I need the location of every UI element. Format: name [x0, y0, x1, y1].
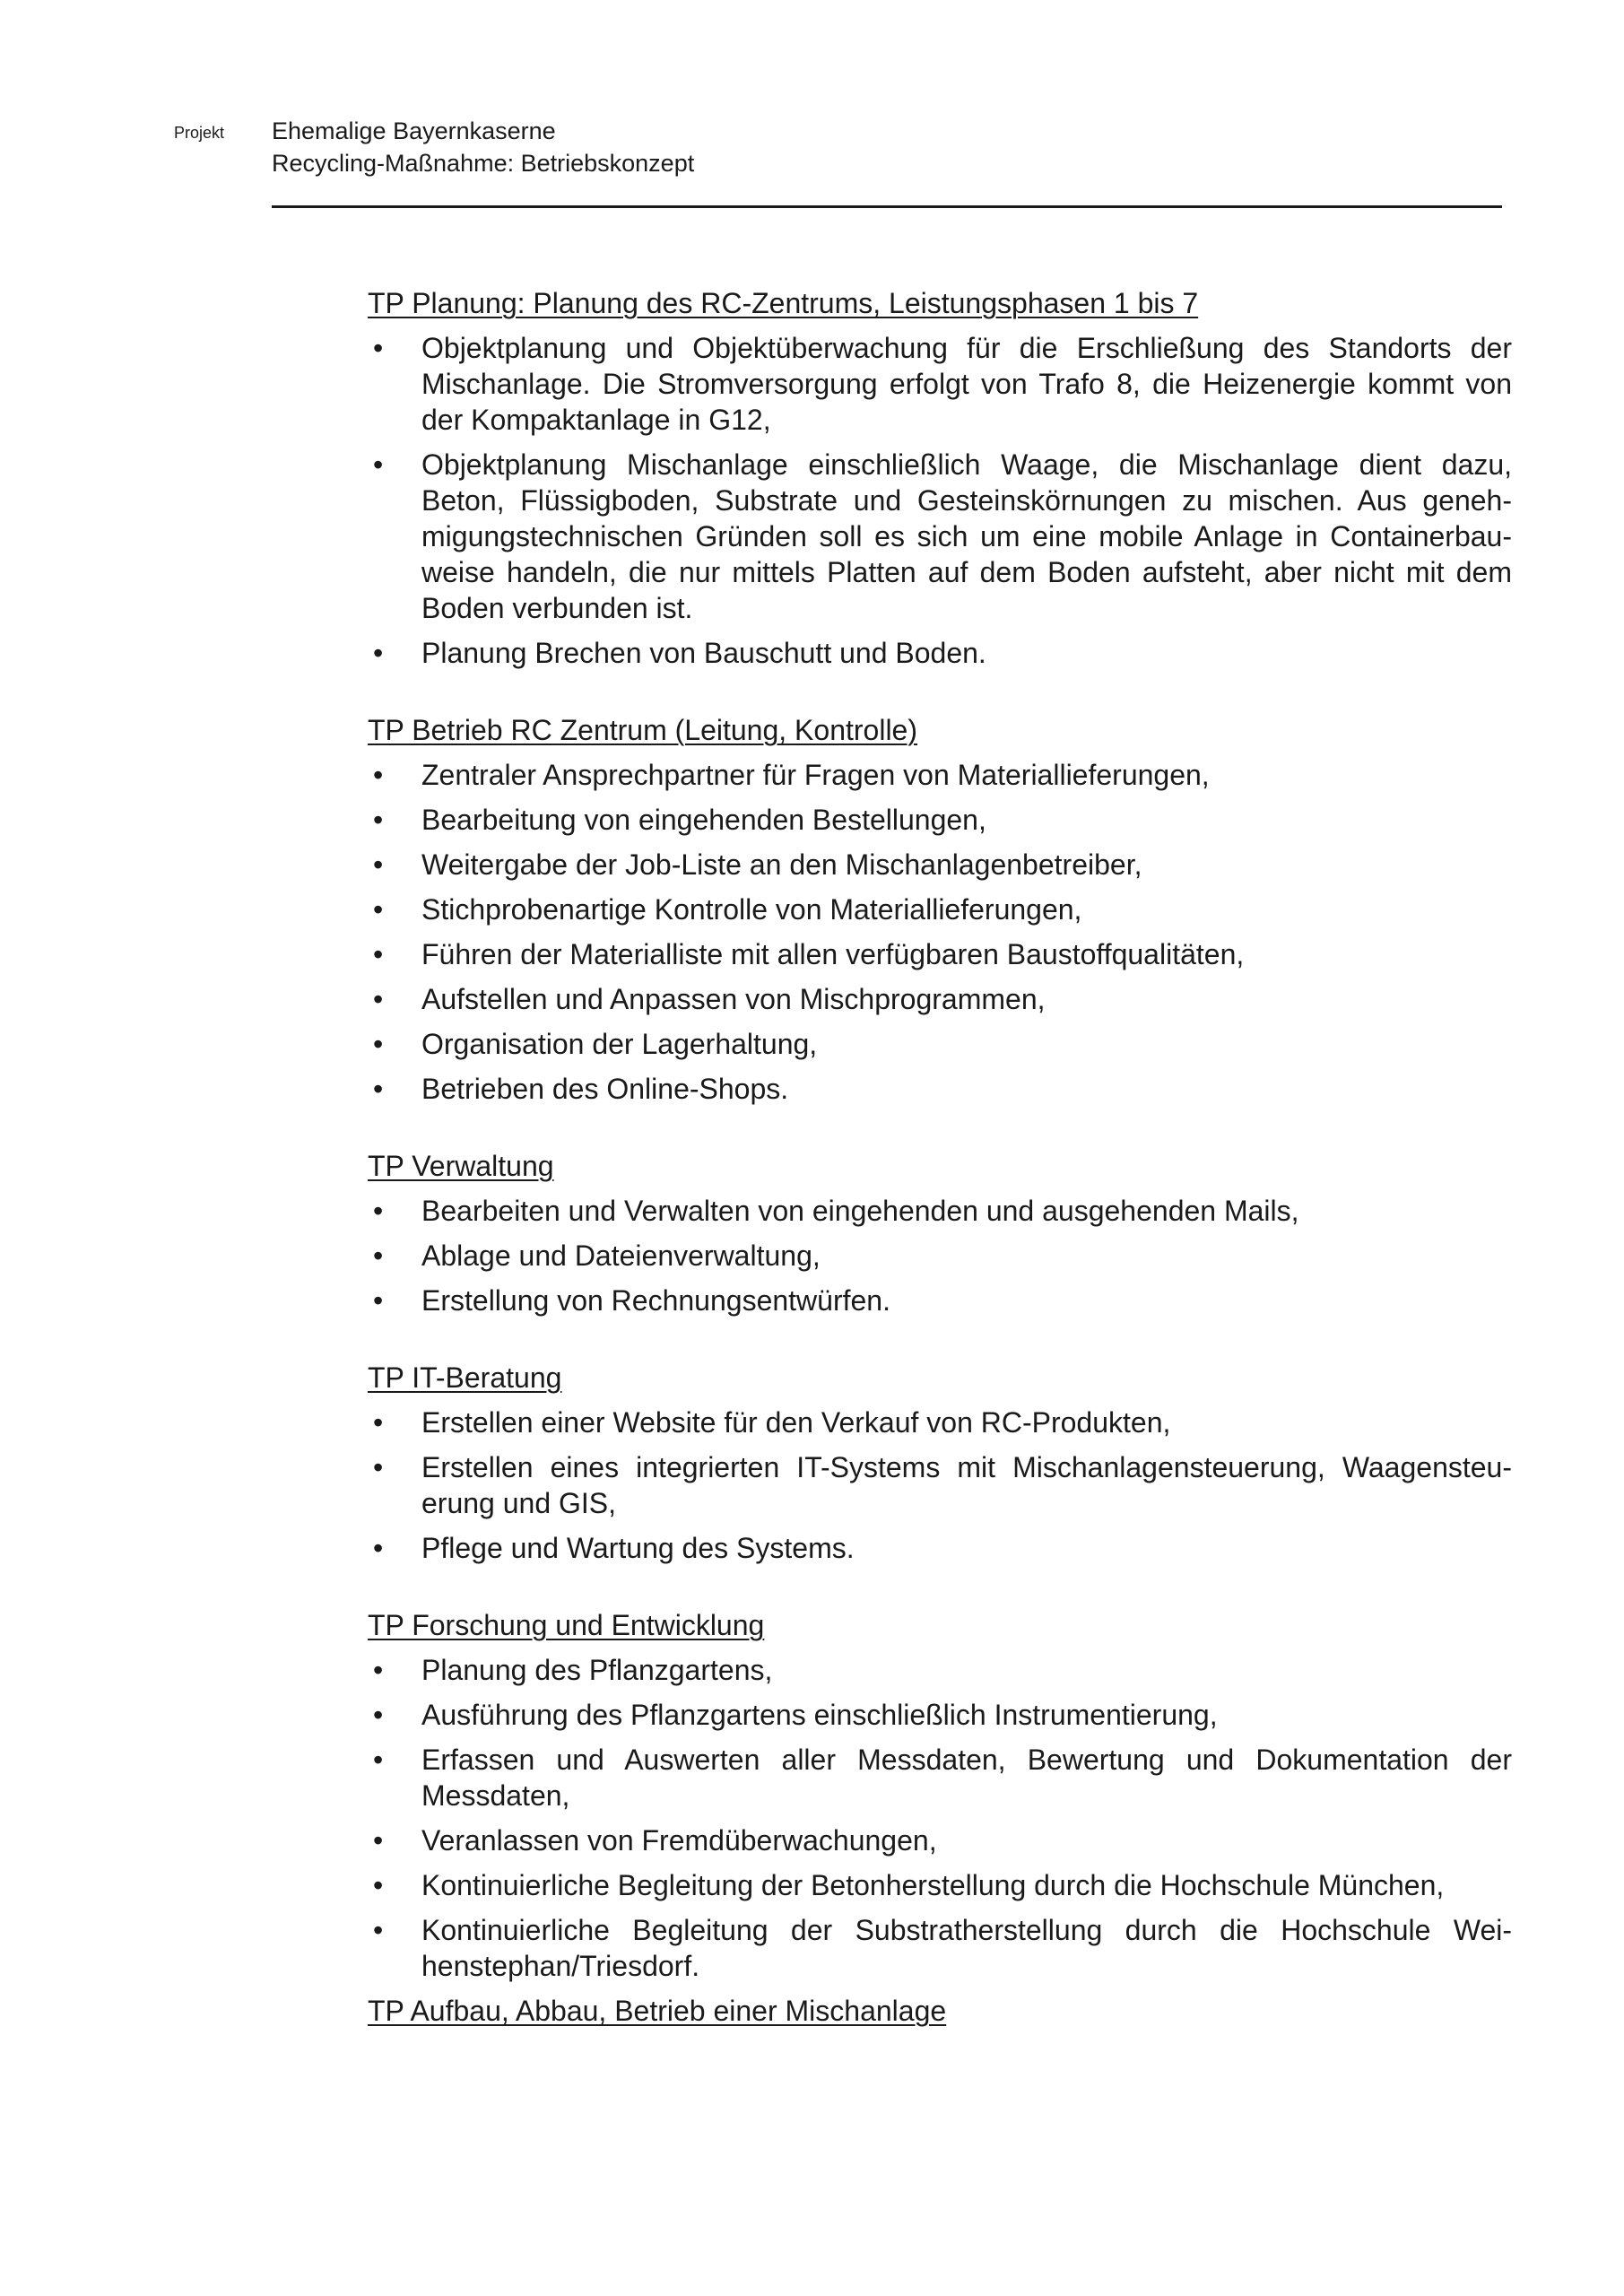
section-title: TP Forschung und Entwicklung [368, 1609, 765, 1641]
list-item [368, 757, 1512, 793]
list-item-text: Zentraler Ansprechpartner für Fragen von Materiallieferungen, [421, 759, 1210, 791]
list-item [368, 1193, 1512, 1229]
list-item [368, 1867, 1512, 1903]
list-item [368, 330, 1512, 438]
list-item-text: Erstellen einer Website für den Verkauf von RC-Produkten, [421, 1406, 1171, 1439]
list-item [368, 1742, 1512, 1813]
header-project-name: Ehemalige Bayernkaserne [272, 117, 556, 144]
bullet-icon: • [373, 1869, 384, 1901]
bullet-icon: • [373, 1744, 384, 1776]
bullet-icon: • [373, 1284, 384, 1317]
list-item-text: Planung Brechen von Bauschutt und Boden. [421, 637, 986, 669]
bullet-list [368, 330, 1512, 671]
bullet-icon: • [373, 893, 384, 926]
list-item-text: Objektplanung Mischanlage einschließlich Waage, die Mischanlage dient dazu, Beton, Flüssigboden, Substrate und Gesteinskörnungen zu mischen. Aus genehmigungstechnischen Gründen soll es sich um eine mobile Anlage in Containerbauweise handeln, die nur mittels Platten auf dem Boden aufsteht, aber nicht mit dem Boden verbunden ist. [421, 448, 1512, 624]
bullet-icon: • [373, 1239, 384, 1272]
list-item [368, 1912, 1512, 1984]
section [368, 285, 1512, 671]
section [368, 1360, 1512, 1566]
bullet-icon: • [373, 1073, 384, 1105]
section [368, 1993, 1512, 2029]
list-item [368, 1822, 1512, 1858]
section-title: TP Verwaltung [368, 1150, 554, 1182]
list-item-text: Organisation der Lagerhaltung, [421, 1028, 818, 1060]
header-project-label: Projekt [174, 124, 225, 142]
list-item [368, 981, 1512, 1017]
bullet-icon: • [373, 1914, 384, 1946]
list-item-text: Pflege und Wartung des Systems. [421, 1532, 855, 1564]
bullet-icon: • [373, 1406, 384, 1439]
list-item-text: Weitergabe der Job-Liste an den Mischanlagenbetreiber, [421, 848, 1142, 881]
bullet-icon: • [373, 804, 384, 836]
header-document-title: Recycling-Maßnahme: Betriebskonzept [272, 150, 695, 177]
bullet-icon: • [373, 637, 384, 669]
bullet-icon: • [373, 1532, 384, 1564]
section [368, 1148, 1512, 1318]
list-item [368, 1238, 1512, 1274]
list-item-text: Aufstellen und Anpassen von Mischprogrammen, [421, 983, 1046, 1015]
bullet-icon: • [373, 1699, 384, 1731]
list-item [368, 1026, 1512, 1062]
section-title: TP Planung: Planung des RC-Zentrums, Leistungsphasen 1 bis 7 [368, 287, 1199, 319]
list-item [368, 1530, 1512, 1566]
list-item [368, 1071, 1512, 1107]
bullet-icon: • [373, 332, 384, 364]
header-divider [272, 205, 1502, 208]
list-item-text: Erfassen und Auswerten aller Messdaten, Bewertung und Dokumentation der Messdaten, [421, 1744, 1512, 1812]
document-body [368, 285, 1512, 2070]
bullet-list [368, 1405, 1512, 1566]
section-title: TP Aufbau, Abbau, Betrieb einer Mischanlage [368, 1995, 947, 2027]
list-item [368, 1405, 1512, 1440]
list-item [368, 1283, 1512, 1318]
bullet-icon: • [373, 938, 384, 970]
bullet-icon: • [373, 448, 384, 481]
list-item-text: Erstellen eines integrierten IT-Systems mit Mischanlagensteuerung, Waagensteuerung und GIS, [421, 1451, 1512, 1519]
bullet-list [368, 1652, 1512, 1984]
section-title: TP IT-Beratung [368, 1361, 562, 1394]
list-item-text: Ablage und Dateienverwaltung, [421, 1239, 821, 1272]
list-item-text: Veranlassen von Fremdüberwachungen, [421, 1824, 937, 1857]
section [368, 712, 1512, 1107]
header-title-block [272, 115, 694, 179]
bullet-icon: • [373, 1654, 384, 1686]
bullet-icon: • [373, 759, 384, 791]
bullet-list [368, 1193, 1512, 1318]
bullet-icon: • [373, 1824, 384, 1857]
list-item [368, 802, 1512, 838]
bullet-list [368, 757, 1512, 1107]
list-item [368, 1697, 1512, 1733]
list-item-text: Führen der Materialliste mit allen verfügbaren Baustoffqualitäten, [421, 938, 1245, 970]
list-item-text: Erstellung von Rechnungsentwürfen. [421, 1284, 890, 1317]
list-item-text: Bearbeiten und Verwalten von eingehenden und ausgehenden Mails, [421, 1195, 1299, 1227]
list-item [368, 891, 1512, 927]
list-item [368, 447, 1512, 626]
list-item-text: Betrieben des Online-Shops. [421, 1073, 789, 1105]
list-item-text: Stichprobenartige Kontrolle von Materiallieferungen, [421, 893, 1082, 926]
bullet-icon: • [373, 848, 384, 881]
list-item [368, 635, 1512, 671]
list-item [368, 847, 1512, 883]
bullet-icon: • [373, 983, 384, 1015]
list-item-text: Bearbeitung von eingehenden Bestellungen, [421, 804, 986, 836]
page-header [0, 0, 1624, 215]
list-item-text: Ausführung des Pflanzgartens einschließlich Instrumentierung, [421, 1699, 1218, 1731]
bullet-icon: • [373, 1028, 384, 1060]
list-item-text: Kontinuierliche Begleitung der Betonherstellung durch die Hochschule München, [421, 1869, 1445, 1901]
list-item [368, 936, 1512, 972]
list-item-text: Planung des Pflanzgartens, [421, 1654, 773, 1686]
list-item [368, 1652, 1512, 1688]
bullet-icon: • [373, 1451, 384, 1483]
bullet-icon: • [373, 1195, 384, 1227]
list-item-text: Kontinuierliche Begleitung der Substratherstellung durch die Hochschule Weihenstephan/Triesdorf. [421, 1914, 1512, 1982]
section [368, 1607, 1512, 1984]
list-item [368, 1449, 1512, 1521]
list-item-text: Objektplanung und Objektüberwachung für die Erschließung des Standorts der Mischanlage. Die Stromversorgung erfolgt von Trafo 8, die Heizenergie kommt von der Kompaktanlage in G12, [421, 332, 1512, 436]
section-title: TP Betrieb RC Zentrum (Leitung, Kontrolle) [368, 714, 917, 746]
